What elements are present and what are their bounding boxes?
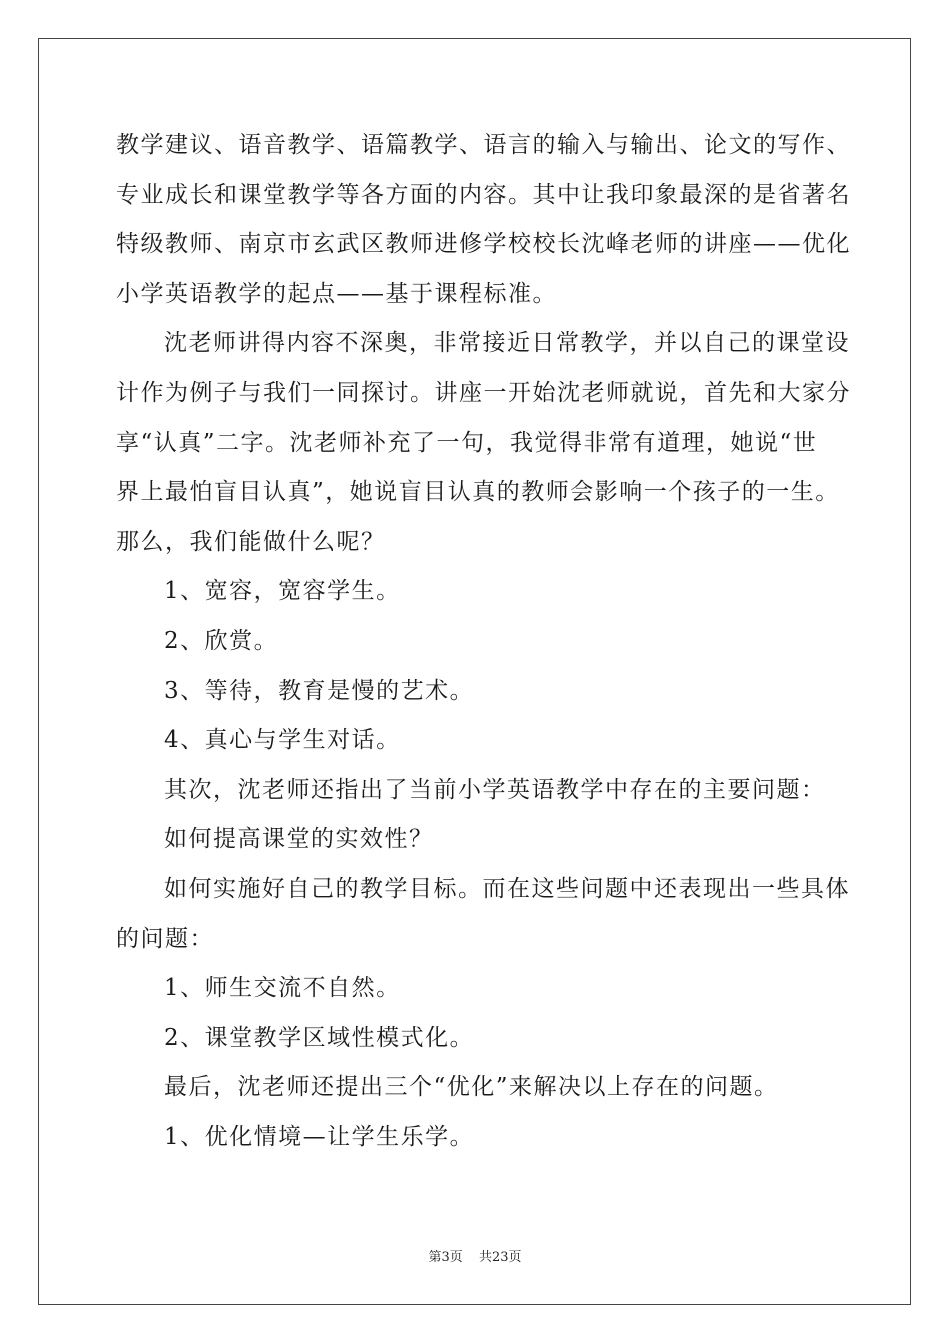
text-line: 小学英语教学的起点——基于课程标准。	[116, 280, 557, 307]
text-line: 沈老师讲得内容不深奥，非常接近日常教学，并以自己的课堂设	[164, 330, 850, 357]
text-line: 特级教师、南京市玄武区教师进修学校校长沈峰老师的讲座——优化	[116, 231, 851, 258]
text-line: 计作为例子与我们一同探讨。讲座一开始沈老师就说，首先和大家分	[116, 379, 851, 406]
text-line: 如何提高课堂的实效性？	[164, 826, 434, 853]
text-line: 的问题：	[116, 925, 214, 952]
text-line: 那么，我们能做什么呢？	[116, 528, 386, 555]
text-line: 2、课堂教学区域性模式化。	[164, 1024, 475, 1051]
text-line: 1、宽容，宽容学生。	[164, 578, 401, 605]
text-line: 最后，沈老师还提出三个“优化”来解决以上存在的问题。	[164, 1074, 779, 1101]
text-line: 1、优化情境—让学生乐学。	[164, 1123, 475, 1150]
page-footer	[0, 1246, 950, 1265]
text-line: 如何实施好自己的教学目标。而在这些问题中还表现出一些具体	[164, 875, 850, 902]
text-line: 2、欣赏。	[164, 627, 279, 654]
text-line: 专业成长和课堂教学等各方面的内容。其中让我印象最深的是省著名	[116, 181, 851, 208]
text-line: 享“认真”二字。沈老师补充了一句，我觉得非常有道理，她说“世	[116, 429, 818, 456]
page-total: 共23页	[478, 1250, 522, 1265]
text-line: 1、师生交流不自然。	[164, 975, 401, 1002]
text-line: 教学建议、语音教学、语篇教学、语言的输入与输出、论文的写作、	[116, 132, 851, 158]
text-line: 其次，沈老师还指出了当前小学英语教学中存在的主要问题：	[164, 776, 826, 803]
page-number: 第3页	[428, 1250, 463, 1265]
text-line: 3、等待，教育是慢的艺术。	[164, 677, 475, 704]
document-body	[116, 128, 851, 1169]
text-line: 界上最怕盲目认真”，她说盲目认真的教师会影响一个孩子的一生。	[116, 479, 840, 506]
text-line: 4、真心与学生对话。	[164, 727, 401, 754]
